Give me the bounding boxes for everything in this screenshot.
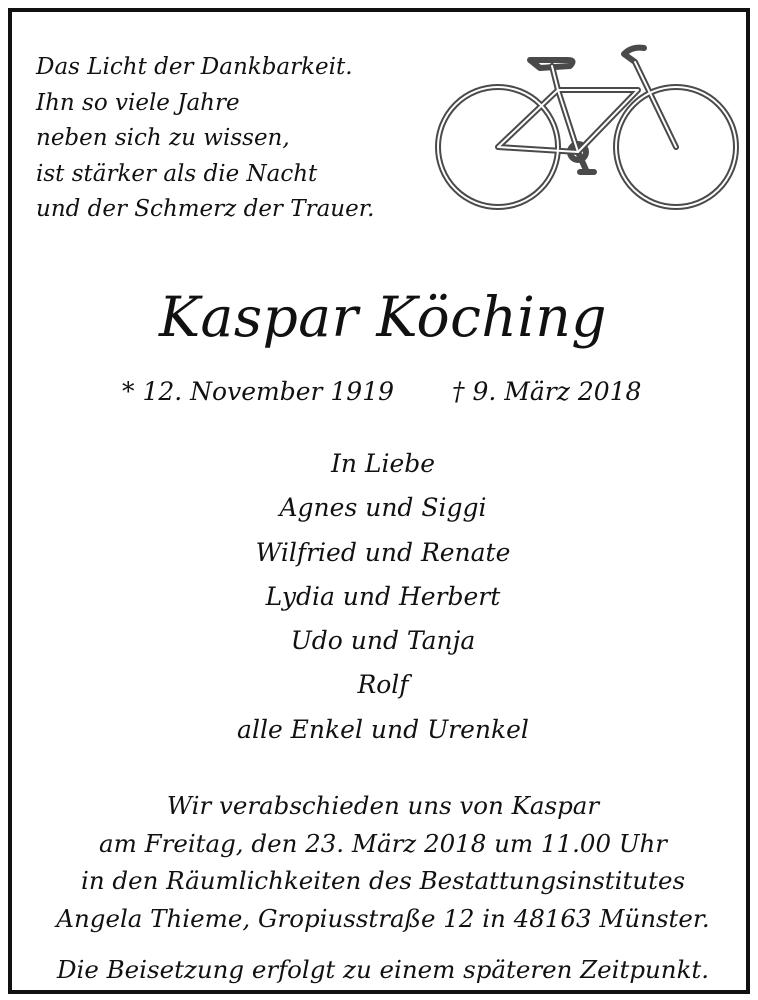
poem-line: und der Schmerz der Trauer. xyxy=(36,196,375,222)
farewell-line: in den Räumlichkeiten des Bestattungsinstitutes xyxy=(80,866,686,895)
farewell-line: Angela Thieme, Gropiusstraße 12 in 48163 Münster. xyxy=(56,903,710,933)
family-line: In Liebe xyxy=(330,449,436,478)
farewell-line: am Freitag, den 23. März 2018 um 11.00 Uhr xyxy=(99,828,667,858)
family-line: Agnes und Siggi xyxy=(279,493,487,523)
family-line: Lydia und Herbert xyxy=(265,581,501,611)
family-line: Wilfried und Renate xyxy=(255,537,511,567)
poem-line: neben sich zu wissen, xyxy=(36,125,290,151)
burial-notice: Die Beisetzung erfolgt zu einem späteren Zeitpunkt. xyxy=(56,955,710,984)
deceased-name: Kaspar Köching xyxy=(158,285,608,349)
poem-line: Ihn so viele Jahre xyxy=(36,89,240,116)
life-dates xyxy=(122,372,682,412)
poem xyxy=(36,50,436,228)
family-line: Rolf xyxy=(357,670,409,700)
death-date: † 9. März 2018 xyxy=(452,377,642,406)
poem-line: Das Licht der Dankbarkeit. xyxy=(36,54,353,80)
farewell-line: Wir verabschieden uns von Kaspar xyxy=(166,791,600,820)
family-line: alle Enkel und Urenkel xyxy=(237,714,529,744)
family-list xyxy=(12,442,754,752)
farewell-notice xyxy=(12,787,754,937)
obituary-frame xyxy=(8,8,750,994)
family-line: Udo und Tanja xyxy=(290,626,476,656)
poem-line: ist stärker als die Nacht xyxy=(36,160,318,187)
bicycle-icon xyxy=(430,32,740,212)
birth-date: * 12. November 1919 xyxy=(122,377,395,406)
